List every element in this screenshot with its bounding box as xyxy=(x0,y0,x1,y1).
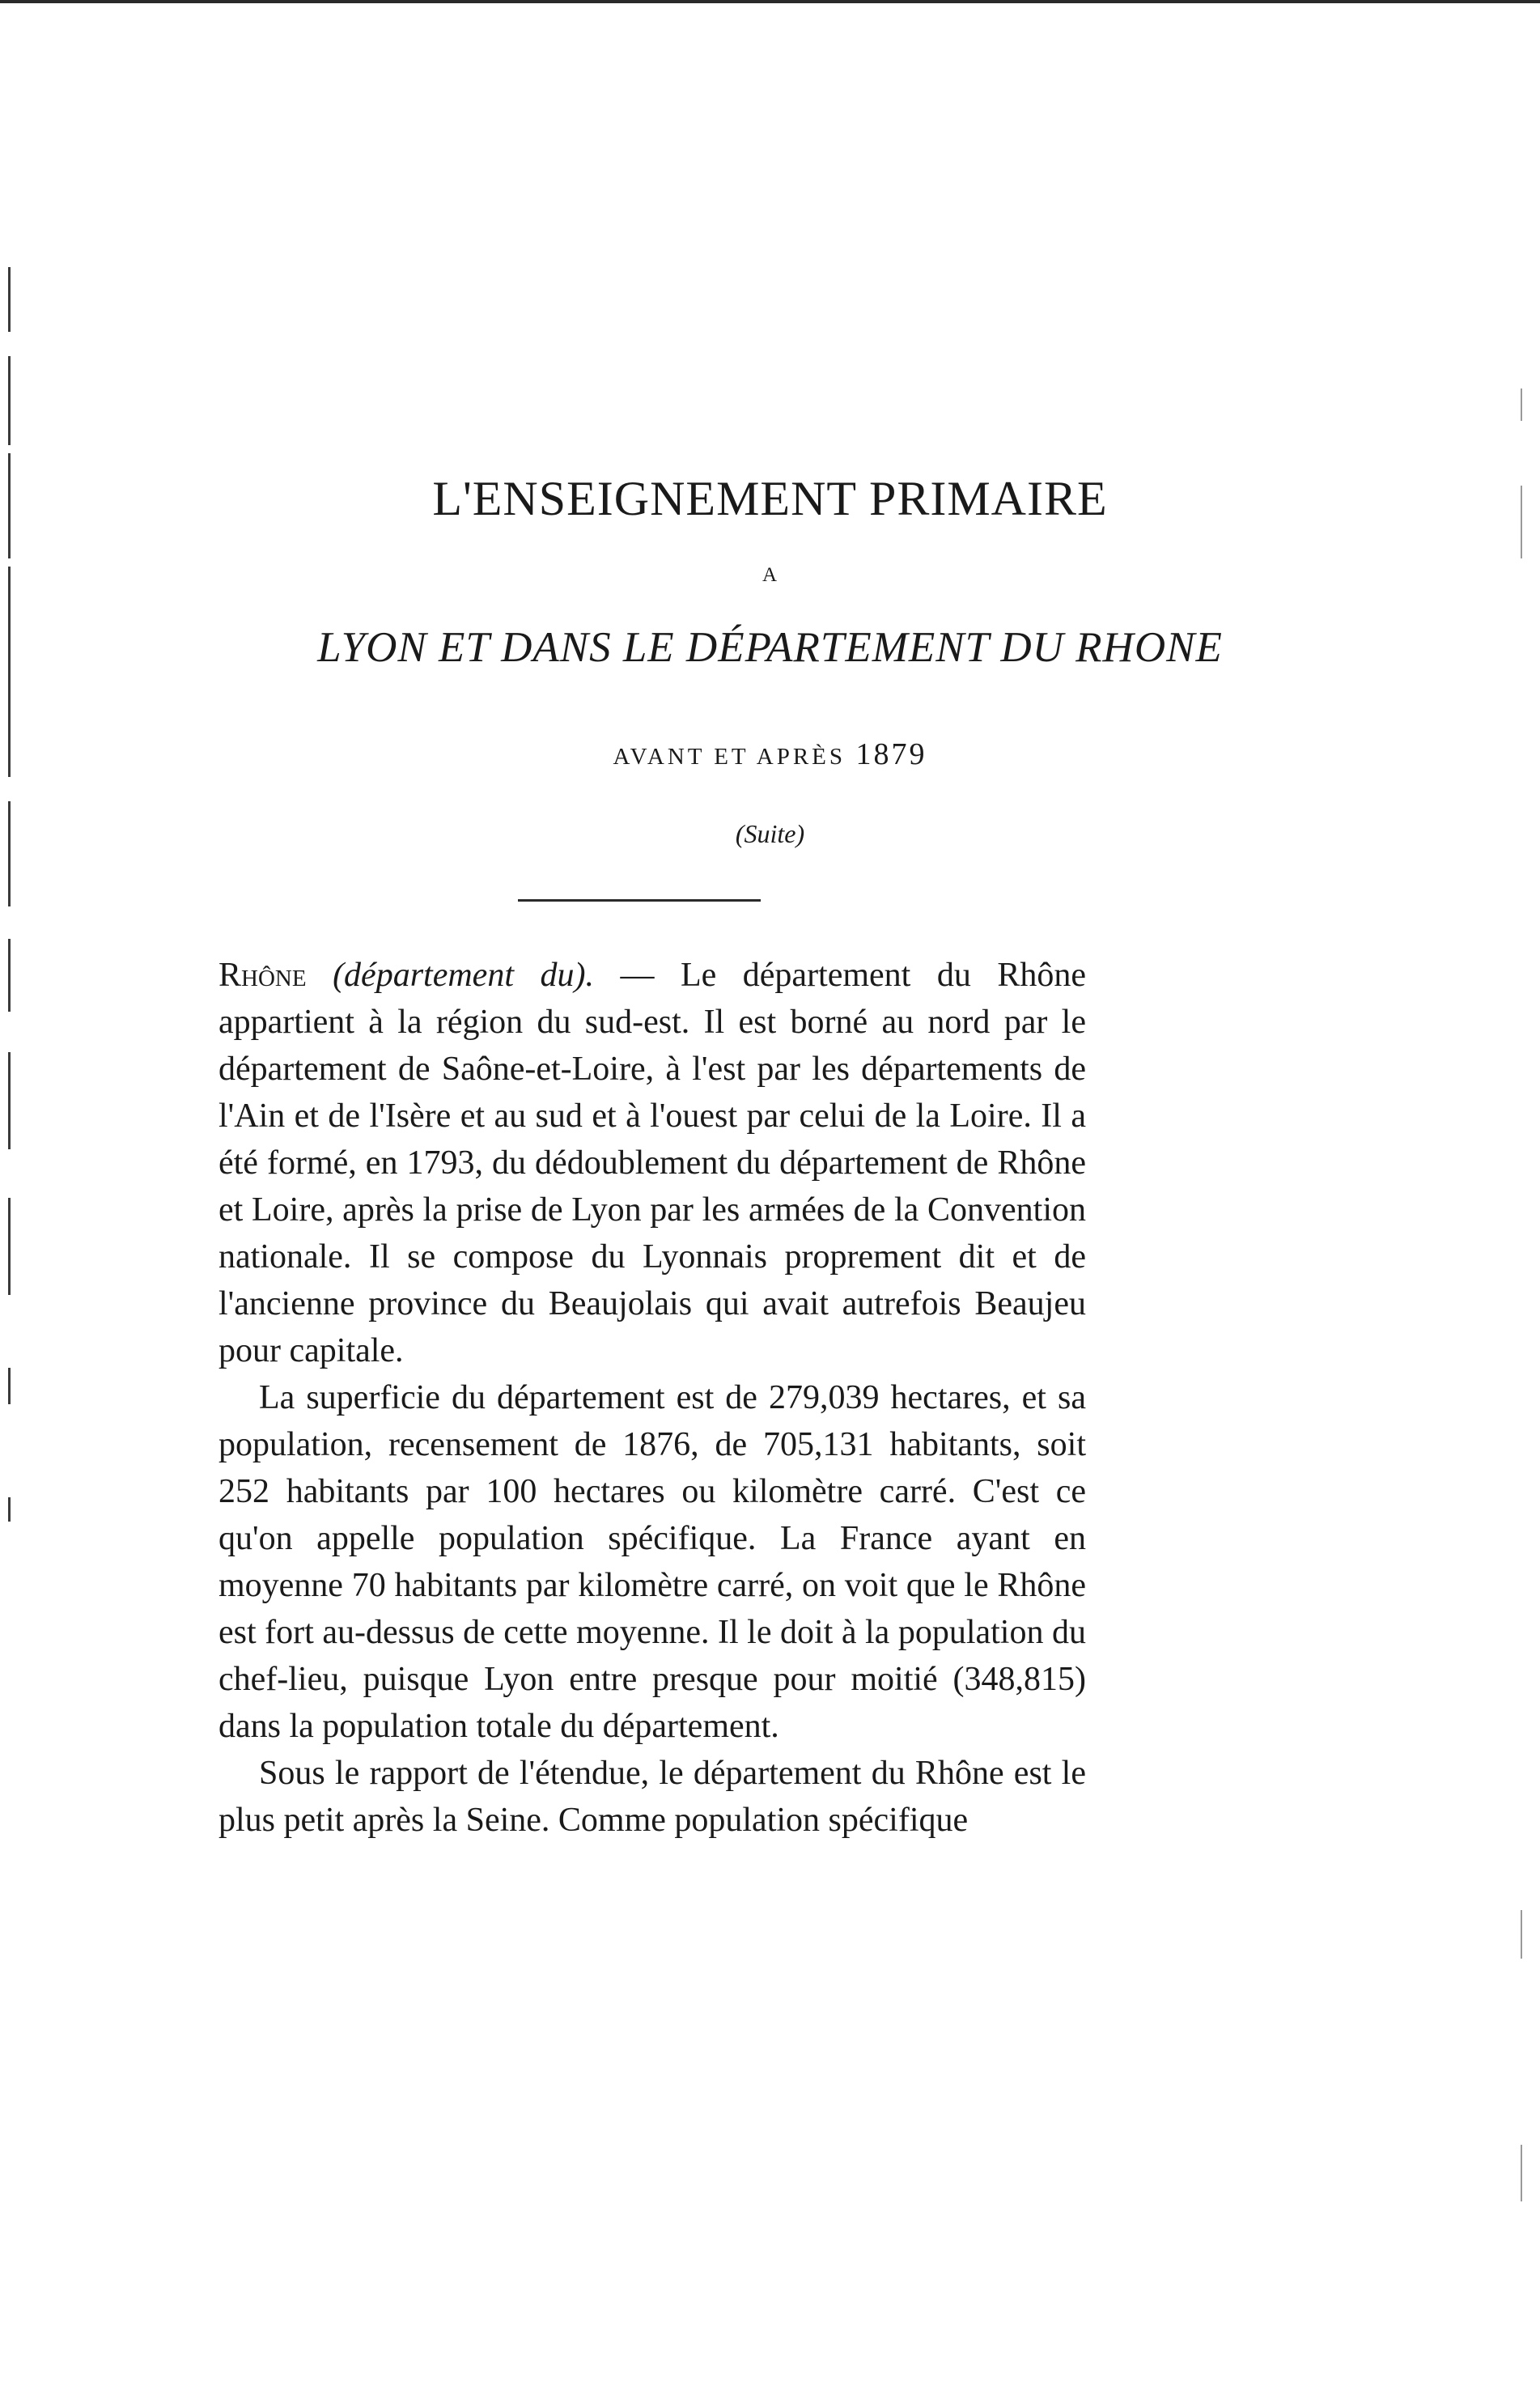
binding-mark xyxy=(8,1497,11,1522)
period-line xyxy=(0,737,1540,772)
paragraph: Sous le rapport de l'étendue, le département du Rhône est le plus petit après la Seine. Comme population spécifique xyxy=(218,1755,1086,1839)
scan-edge-top xyxy=(0,0,1540,3)
binding-mark xyxy=(8,939,11,1012)
lead-italic: (département du). xyxy=(333,957,594,994)
binding-mark xyxy=(8,1198,11,1295)
binding-mark xyxy=(1521,2145,1522,2201)
binding-mark xyxy=(8,801,11,906)
paragraph-text: — Le département du Rhône appartient à la région du sud-est. Il est borné au nord par le département de Saône-et-Loire, à l'est par les départements de l'Ain et de l'Isère et au sud et à l'ouest par celui de la Loire. Il a été formé, en 1793, du dédoublement du département de Rhône et Loire, après la prise de Lyon par les armées de la Convention nationale. Il se compose du Lyonnais proprement dit et de l'ancienne province du Beaujolais qui avait autrefois Beaujeu pour capitale. xyxy=(218,957,1086,1369)
binding-mark xyxy=(8,267,11,332)
paragraph: La superficie du département est de 279,039 hectares, et sa population, recensement de 1876, de 705,131 habitants, soit 252 habitants par 100 hectares ou kilomètre carré. C'est ce qu'on appelle population spécifique. La France ayant en moyenne 70 habitants par kilomètre carré, on voit que le Rhône est fort au-dessus de cette moyenne. Il le doit à la population du chef-lieu, puisque Lyon entre presque pour moitié (348,815) dans la population totale du département. xyxy=(218,1379,1086,1745)
suite-label: (Suite) xyxy=(735,819,805,848)
title-connector: A xyxy=(762,564,778,586)
period-words: AVANT ET APRÈS xyxy=(613,744,846,770)
binding-mark xyxy=(8,1052,11,1149)
section-rule xyxy=(518,899,761,902)
period-year: 1879 xyxy=(855,737,927,771)
binding-mark xyxy=(1521,1910,1522,1959)
binding-mark xyxy=(8,1368,11,1404)
subtitle: LYON ET DANS LE DÉPARTEMENT DU RHONE xyxy=(317,624,1223,671)
article-body xyxy=(218,952,1086,1844)
binding-mark xyxy=(8,356,11,445)
lead-word: Rhône xyxy=(218,957,307,994)
paragraph xyxy=(218,952,1086,1374)
binding-mark xyxy=(1521,388,1522,421)
page-title: L'ENSEIGNEMENT PRIMAIRE xyxy=(432,472,1108,525)
